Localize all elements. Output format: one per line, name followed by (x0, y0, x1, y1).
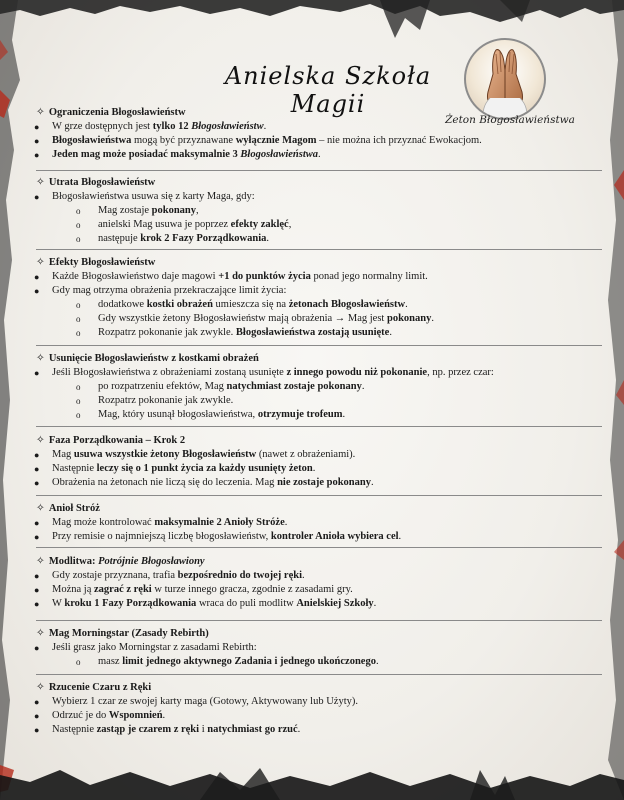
section-title-text: Ograniczenia Błogosławieństw (48, 107, 186, 118)
bullet-icon: ● (34, 643, 40, 653)
text-run: . (361, 381, 365, 392)
section-title-text: Rzucenie Czaru z Ręki (48, 682, 152, 693)
text-run: po rozpatrzeniu efektów, Mag (98, 381, 227, 392)
text-run: zagrać z ręki (94, 584, 152, 595)
text-run: . (263, 121, 267, 132)
text-run: natychmiast go rzuć (207, 724, 298, 735)
bullet-icon: ● (34, 272, 40, 282)
section-divider (36, 345, 602, 346)
rule-section (30, 256, 602, 340)
text-run: . (284, 517, 288, 528)
text-run: – nie można ich przyznać Ewokacjom. (316, 135, 482, 146)
text-run: z innego powodu niż pokonanie (286, 367, 428, 378)
bullet-icon: ● (34, 571, 40, 581)
text-run: . (431, 313, 434, 324)
bullet-icon: ● (34, 450, 40, 460)
token-caption: Żeton Błogosławieństwa (445, 114, 575, 126)
text-run: . (266, 233, 270, 244)
sparkle-icon: ✧ (36, 257, 45, 268)
text-run: . (375, 656, 379, 667)
text-run: Gdy zostaje przyznana, trafia (52, 570, 178, 581)
circle-bullet-icon: o (76, 220, 81, 230)
sub-list-item (30, 298, 602, 312)
text-run: Jeśli Błogosławieństwa z obrażeniami zostaną usunięte (52, 367, 287, 378)
text-run: Rozpatrz pokonanie jak zwykle. (98, 395, 234, 406)
section-title (30, 352, 602, 366)
text-run: umieszcza się na (212, 299, 289, 310)
text-run: otrzymuje trofeum (257, 409, 343, 420)
text-run: Wybierz 1 czar ze swojej karty maga (Gotowy, Aktywowany lub Użyty). (52, 696, 359, 707)
list-item (30, 366, 602, 380)
text-run: żetonach Błogosławieństw (288, 299, 406, 310)
section-divider (36, 674, 602, 675)
bullet-icon: ● (34, 697, 40, 707)
text-run: limit jednego aktywnego Zadania i jednego ukończonego (122, 656, 376, 667)
text-run: Mag może kontrolować (52, 517, 155, 528)
list-item (30, 448, 602, 462)
bullet-icon: ● (34, 286, 40, 296)
sub-list-item (30, 394, 602, 408)
text-run: W grze dostępnych jest (52, 121, 153, 132)
text-run: Błogosławieństwa (240, 149, 319, 160)
rule-section (30, 434, 602, 490)
bullet-icon: ● (34, 725, 40, 735)
section-title-text: Efekty Błogosławieństw (48, 257, 156, 268)
text-run: wraca do puli modlitw (196, 598, 297, 609)
list-item (30, 597, 602, 611)
text-run: . (162, 710, 166, 721)
text-run: Obrażenia na żetonach nie liczą się do leczenia. Mag (52, 477, 278, 488)
list-item (30, 569, 602, 583)
text-run: krok 2 Fazy Porządkowania (140, 233, 267, 244)
section-title (30, 434, 602, 448)
section-divider (36, 620, 602, 621)
text-run: usuwa wszystkie żetony Błogosławieństw (73, 449, 257, 460)
text-run: . (405, 299, 408, 310)
list-item (30, 641, 602, 655)
text-run: Błogosławieństwa (52, 135, 132, 146)
text-run: pokonany (151, 205, 197, 216)
bullet-icon: ● (34, 478, 40, 488)
text-run: Można ją (52, 584, 94, 595)
list-item (30, 270, 602, 284)
text-run: Mag (52, 449, 74, 460)
text-run: bezpośrednio do twojej ręki (177, 570, 302, 581)
bullet-icon: ● (34, 711, 40, 721)
text-run: ponad jego normalny limit. (310, 271, 428, 282)
circle-bullet-icon: o (76, 314, 81, 324)
section-title-text: Utrata Błogosławieństw (48, 177, 156, 188)
list-item (30, 530, 602, 544)
list-item (30, 284, 602, 298)
list-item (30, 516, 602, 530)
rule-section (30, 555, 602, 611)
section-title (30, 681, 602, 695)
list-item (30, 190, 602, 204)
list-item (30, 148, 602, 162)
text-run: . (297, 724, 301, 735)
text-run: i (199, 724, 208, 735)
page-title: Anielska Szkoła Magii (224, 62, 432, 118)
text-run: . (318, 149, 321, 160)
list-item (30, 134, 602, 148)
text-run: , (288, 219, 292, 230)
text-run: . (398, 531, 402, 542)
text-run: masz (98, 656, 123, 667)
text-run: . (312, 463, 316, 474)
section-divider (36, 495, 602, 496)
rule-section (30, 176, 602, 246)
sub-list-item (30, 204, 602, 218)
bullet-icon: ● (34, 150, 40, 160)
list-item (30, 476, 602, 490)
text-run: wyłącznie Magom (235, 135, 317, 146)
text-run: Rozpatrz pokonanie jak zwykle. (98, 327, 236, 338)
circle-bullet-icon: o (76, 382, 81, 392)
text-run: Następnie (52, 724, 97, 735)
sparkle-icon: ✧ (36, 682, 45, 693)
text-run: natychmiast zostaje pokonany (226, 381, 362, 392)
text-run: Następnie (52, 463, 97, 474)
sub-list-item (30, 312, 602, 326)
text-run: Jeśli grasz jako Morningstar z zasadami Rebirth: (52, 642, 257, 653)
bullet-icon: ● (34, 532, 40, 542)
bullet-icon: ● (34, 192, 40, 202)
text-run: maksymalnie 2 Anioły Stróże (154, 517, 285, 528)
section-divider (36, 547, 602, 548)
text-run: Każde Błogosławieństwo daje magowi (52, 271, 219, 282)
list-item (30, 709, 602, 723)
circle-bullet-icon: o (76, 410, 81, 420)
bullet-icon: ● (34, 122, 40, 132)
sparkle-icon: ✧ (36, 435, 45, 446)
text-run: , np. przez czar: (427, 367, 494, 378)
list-item (30, 583, 602, 597)
rule-section (30, 681, 602, 737)
circle-bullet-icon: o (76, 234, 81, 244)
section-title (30, 502, 602, 516)
text-run: mogą być przyznawane (131, 135, 236, 146)
text-run: Mag, który usunął błogosławieństwa, (98, 409, 258, 420)
circle-bullet-icon: o (76, 657, 81, 667)
text-run: nie zostaje pokonany (277, 477, 371, 488)
text-run: następuje (98, 233, 141, 244)
text-run: tylko 12 (152, 121, 192, 132)
sub-list-item (30, 326, 602, 340)
section-divider (36, 170, 602, 171)
sub-list-item (30, 218, 602, 232)
text-run: Przy remisie o najmniejszą liczbę błogosławieństw, (52, 531, 271, 542)
text-run: dodatkowe (98, 299, 147, 310)
list-item (30, 120, 602, 134)
section-title-text: Anioł Stróż (48, 503, 100, 514)
text-run: . (342, 409, 346, 420)
sparkle-icon: ✧ (36, 177, 45, 188)
rule-section (30, 627, 602, 669)
text-run: Jeden mag może posiadać maksymalnie 3 (52, 149, 241, 160)
text-run: Gdy mag otrzyma obrażenia przekraczające limit życia: (52, 285, 287, 296)
text-run: kontroler Anioła wybiera cel (270, 531, 399, 542)
text-run: . (373, 598, 377, 609)
text-run: W (52, 598, 65, 609)
section-title-italic: Potrójnie Błogosławiony (95, 556, 205, 567)
text-run: leczy się o 1 punkt życia za każdy usunięty żeton (96, 463, 313, 474)
bullet-icon: ● (34, 599, 40, 609)
text-run: Gdy wszystkie żetony Błogosławieństw mają obrażenia → Mag jest (98, 313, 387, 324)
text-run: zastąp je czarem z ręki (96, 724, 200, 735)
list-item (30, 723, 602, 737)
section-title-text: Modlitwa: (48, 556, 96, 567)
text-run: Błogosławieństwa zostają usunięte (235, 327, 390, 338)
bullet-icon: ● (34, 368, 40, 378)
text-run: , (196, 205, 199, 216)
text-run: Błogosławieństwa usuwa się z karty Maga, gdy: (52, 191, 255, 202)
sparkle-icon: ✧ (36, 503, 45, 514)
text-run: pokonany (386, 313, 432, 324)
section-title (30, 176, 602, 190)
bullet-icon: ● (34, 464, 40, 474)
sparkle-icon: ✧ (36, 628, 45, 639)
text-run: Odrzuć je do (52, 710, 109, 721)
text-run: w turze innego gracza, zgodnie z zasadami gry. (151, 584, 353, 595)
section-title (30, 627, 602, 641)
sparkle-icon: ✧ (36, 107, 45, 118)
section-title-text: Mag Morningstar (Zasady Rebirth) (48, 628, 209, 639)
text-run: kostki obrażeń (146, 299, 213, 310)
circle-bullet-icon: o (76, 300, 81, 310)
text-run: . (371, 477, 374, 488)
circle-bullet-icon: o (76, 206, 81, 216)
text-run: Wspomnień (108, 710, 163, 721)
sub-list-item (30, 655, 602, 669)
section-title (30, 256, 602, 270)
text-run: Anielskiej Szkoły (296, 598, 374, 609)
sub-list-item (30, 232, 602, 246)
sub-list-item (30, 380, 602, 394)
text-run: anielski Mag usuwa je poprzez (98, 219, 231, 230)
section-title (30, 106, 602, 120)
text-run: kroku 1 Fazy Porządkowania (64, 598, 197, 609)
text-run: Błogosławieństw (191, 121, 264, 132)
sparkle-icon: ✧ (36, 556, 45, 567)
text-run: +1 do punktów życia (218, 271, 311, 282)
list-item (30, 462, 602, 476)
section-title-text: Faza Porządkowania – Krok 2 (48, 435, 186, 446)
section-title-text: Usunięcie Błogosławieństw z kostkami obrażeń (48, 353, 259, 364)
circle-bullet-icon: o (76, 328, 81, 338)
text-run: efekty zaklęć (230, 219, 289, 230)
text-run: Mag zostaje (98, 205, 152, 216)
text-run: . (302, 570, 305, 581)
circle-bullet-icon: o (76, 396, 81, 406)
rule-section (30, 502, 602, 544)
section-title (30, 555, 602, 569)
sub-list-item (30, 408, 602, 422)
text-run: . (389, 327, 392, 338)
sparkle-icon: ✧ (36, 353, 45, 364)
list-item (30, 695, 602, 709)
section-divider (36, 426, 602, 427)
section-divider (36, 249, 602, 250)
bullet-icon: ● (34, 585, 40, 595)
rule-section (30, 352, 602, 422)
bullet-icon: ● (34, 518, 40, 528)
text-run: (nawet z obrażeniami). (256, 449, 356, 460)
bullet-icon: ● (34, 136, 40, 146)
rule-section (30, 106, 602, 162)
